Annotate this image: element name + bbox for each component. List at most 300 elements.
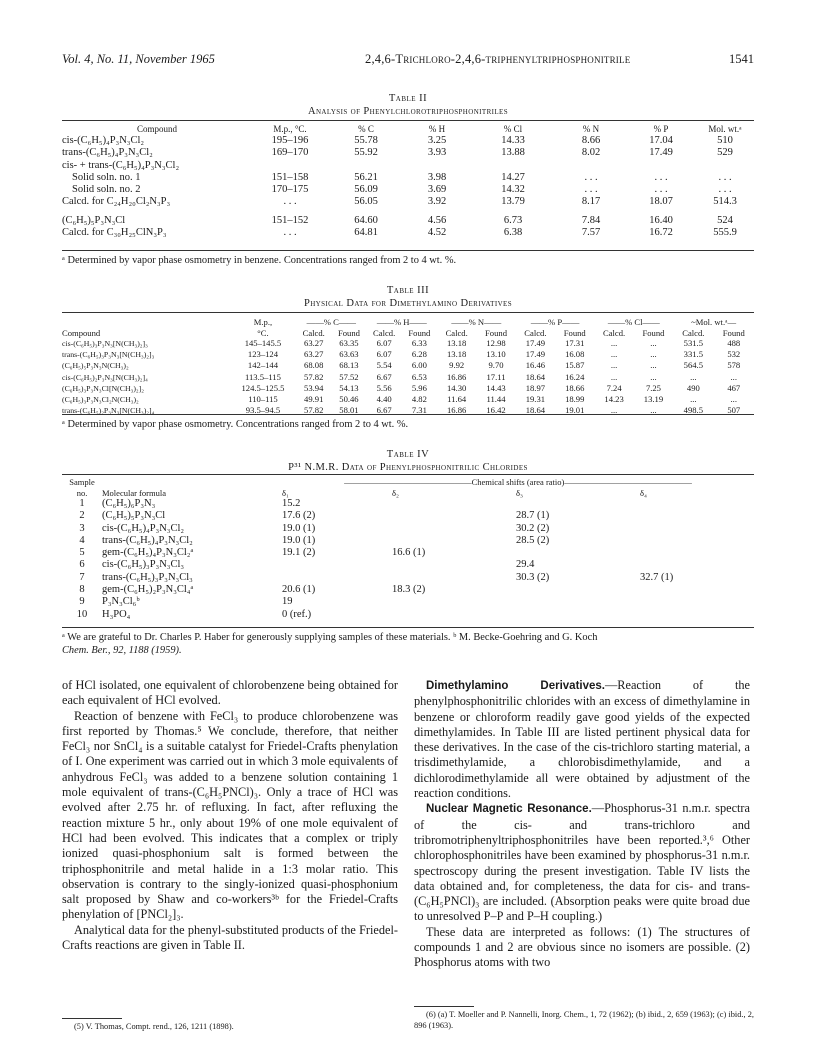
table-3-cell: 6.28: [411, 349, 427, 360]
table-4-formula: (C₆H₅)₆P₃N₃: [102, 498, 156, 509]
table-2-row: [62, 184, 754, 196]
table-2-compound-cell: Solid soln. no. 1: [72, 171, 141, 183]
table-2-cell: . . .: [718, 184, 732, 196]
table-2-cell: 14.32: [501, 184, 525, 196]
table-4-shift: [516, 609, 640, 621]
table-3-cell: 564.5: [683, 360, 703, 371]
table-2-header-cell: Compound: [136, 123, 177, 134]
table-3-cell: 18.66: [565, 382, 585, 393]
table-3-title: Physical Data for Dimethylamino Derivatives: [303, 298, 513, 309]
table-4-shift: [640, 510, 754, 522]
table-3-cell: 467: [727, 382, 741, 393]
table-3-row: [62, 360, 754, 371]
table-3-cell: ...: [650, 338, 657, 348]
table-3-cell: 490: [686, 382, 700, 393]
table-4-shift: 28.7 (1): [516, 510, 550, 522]
table-3-cell: 6.53: [411, 371, 427, 382]
table-2-number: Table II: [388, 93, 428, 104]
table-3-cell: ...: [650, 360, 657, 371]
table-3-cell: ...: [730, 371, 737, 382]
table-3-compound-cell: trans-(C₆H₅)₃P₃N₃[N(CH₃)₂]₃: [62, 350, 155, 360]
table-4-title: P³¹ N.M.R. Data of Phenylphosphonitrilic Chlorides: [288, 462, 528, 473]
table-4-shift: [282, 559, 392, 571]
table-2-cell: . . .: [283, 227, 297, 239]
table-2-cell: 3.93: [427, 147, 447, 159]
table-3-cell: 4.40: [376, 394, 392, 405]
table-4-sample-no: 1: [79, 498, 85, 509]
left-footnote: (5) V. Thomas, Compt. rend., 126, 1211 (1898).: [74, 1022, 234, 1031]
table-2-header-cell: % H: [428, 123, 446, 134]
table-2-cell: 6.38: [503, 227, 523, 239]
table-4-formula: gem-(C₆H₅)₂P₃N₃Cl₄ᵃ: [102, 584, 194, 596]
table-4-row: [62, 609, 754, 621]
table-4-shift: 30.2 (2): [516, 522, 550, 534]
table-4-shift: [392, 609, 516, 621]
table-3-cell: 5.56: [376, 382, 392, 393]
table-3-cell: 331.5: [683, 349, 703, 360]
table-3-cell: 12.98: [486, 338, 506, 348]
table-3-cell: 50.46: [339, 394, 359, 405]
table-3-group-header: ——% N——: [451, 316, 502, 327]
table-2-header-cell: % N: [582, 123, 600, 134]
table-3-cell: 113.5–115: [245, 371, 281, 382]
table-4-shift: [392, 596, 516, 608]
table-2-row: [62, 172, 754, 184]
table-4-caption: [62, 448, 754, 474]
table-2-row: [62, 196, 754, 208]
table-3-cell: 17.11: [486, 371, 506, 382]
table-2-cell: . . .: [283, 196, 297, 208]
table-3-group-header: ——% Cl——: [607, 316, 660, 327]
footnote-rule: [414, 1006, 474, 1007]
table-4-shift: 0 (ref.): [282, 608, 312, 620]
table-2-cell: . . .: [584, 171, 598, 183]
table-4-shift: 30.3 (2): [516, 571, 550, 583]
table-3-cell: 4.82: [411, 394, 427, 405]
table-3-cell: 531.5: [683, 338, 703, 348]
table-3-cell: ...: [610, 338, 618, 348]
table-2-top-rule: [62, 120, 754, 121]
table-4-shift: [640, 498, 754, 510]
table-3-sub-header: Calcd.: [302, 327, 325, 338]
table-2-cell: . . .: [654, 184, 668, 196]
table-3-cell: 18.64: [525, 405, 546, 416]
table-3-sub-header: Calcd.: [445, 327, 468, 338]
table-3-cell: 6.07: [376, 338, 392, 348]
table-2-cell: 151–158: [271, 171, 309, 183]
table-2-cell: 56.21: [354, 171, 378, 183]
table-2-row: [62, 227, 754, 239]
table-2-compound-cell: cis- + trans-(C₆H₅)₄P₃N₃Cl₂: [62, 159, 180, 171]
table-2-cell: 14.27: [501, 171, 525, 183]
table-2-cell: [626, 160, 696, 172]
table-4-formula-header: Molecular formula: [102, 487, 166, 498]
table-3-cell: 6.67: [376, 405, 392, 416]
table-2-cell: 17.04: [649, 135, 673, 146]
table-4-sample-no: 4: [79, 534, 85, 546]
table-4-shift: [640, 523, 754, 535]
table-4-shift: [392, 510, 516, 522]
table-4-shift: 29.4: [516, 559, 535, 571]
table-3-top-rule: [62, 312, 754, 313]
table-3-cell: 58.01: [339, 405, 359, 416]
table-4-bottom-rule: [62, 627, 754, 628]
table-4-sample-no: 8: [79, 584, 85, 596]
running-header: [62, 52, 754, 70]
table-3-group-header-row: [62, 316, 754, 327]
table-4-formula: H₃PO₄: [102, 608, 131, 620]
table-3-cell: 532: [727, 349, 741, 360]
table-3-cell: 7.25: [645, 382, 661, 393]
table-4-shift: [640, 609, 754, 621]
table-3-compound-cell: (C₆H₅)₅P₃N₃N(CH₃)₂: [62, 361, 129, 371]
section-heading: Nuclear Magnetic Resonance.: [426, 803, 592, 816]
table-2-cell: 8.02: [581, 147, 601, 159]
table-3-group-header: ——% H——: [376, 316, 427, 327]
table-4-formula: gem-(C₆H₅)₄P₃N₃Cl₂ᵃ: [102, 547, 194, 559]
table-4-shift: [640, 584, 754, 596]
table-4-row: [62, 572, 754, 584]
table-2-compound-cell: Solid soln. no. 2: [72, 184, 141, 196]
table-2-cell: 170–175: [271, 184, 309, 196]
table-3-cell: ...: [610, 371, 618, 382]
table-3-cell: 13.18: [446, 338, 467, 348]
table-2-cell: 56.05: [354, 196, 378, 208]
table-2-cell: 64.60: [354, 214, 378, 226]
table-4-footnote-line: ᵃ We are grateful to Dr. Charles P. Haber for generously supplying samples of these materials. ᵇ M. Becke-Goehring and G. Koch: [62, 632, 598, 643]
table-4-shift: [640, 559, 754, 571]
table-4: [62, 476, 754, 621]
table-3-cell: ...: [650, 371, 657, 382]
table-4-shift: [516, 498, 640, 510]
table-4-shift-col-header: δ₃: [516, 487, 523, 498]
table-3-cell: 53.94: [304, 382, 324, 393]
table-2-compound-cell: trans-(C₆H₅)₄P₃N₃Cl₂: [62, 147, 153, 159]
table-2-cell: . . .: [584, 184, 598, 196]
table-4-row: [62, 510, 754, 522]
table-3-cell: 16.86: [446, 405, 467, 416]
table-3-cell: 63.35: [339, 338, 359, 348]
table-2-compound-cell: Calcd. for C₃₀H₂₅ClN₃P₃: [62, 227, 167, 239]
table-2-cell: 555.9: [713, 227, 737, 239]
table-2-cell: 14.33: [501, 135, 525, 146]
table-2-cell: 151–152: [271, 214, 309, 226]
table-3-cell: ...: [650, 405, 657, 416]
table-2-cell: 510: [717, 135, 733, 146]
table-4-shift: [640, 596, 754, 608]
table-2-cell: 514.3: [713, 196, 737, 208]
table-3-row: [62, 349, 754, 360]
table-4-formula: trans-(C₆H₅)₄P₃N₃Cl₂: [102, 534, 193, 546]
table-4-no-header: no.: [76, 487, 88, 498]
table-4-shift: 20.6 (1): [282, 584, 316, 596]
table-4-row: [62, 559, 754, 571]
table-2-compound-cell: (C₆H₅)₅P₃N₃Cl: [62, 214, 126, 226]
paragraph: These data are interpreted as follows: (1) The structures of compounds 1 and 2 are obvious since no isomers are possible. (2) Phosphorus atoms with two: [414, 924, 750, 970]
table-3-cell: 14.43: [486, 382, 506, 393]
table-4-sample-no: 3: [79, 522, 85, 534]
table-2-compound-cell: cis-(C₆H₅)₄P₃N₃Cl₂: [62, 135, 145, 146]
table-3-cell: 19.31: [525, 394, 546, 405]
table-3-cell: 6.33: [411, 338, 427, 348]
table-3-caption: [62, 284, 754, 310]
table-3-cell: 11.64: [447, 394, 467, 405]
table-3-cell: 7.24: [606, 382, 622, 393]
table-2-header-cell: % P: [653, 123, 669, 134]
table-3-cell: 57.82: [304, 371, 324, 382]
table-2-cell: [404, 160, 470, 172]
table-3-bottom-rule: [62, 414, 754, 415]
table-2-footnote: ᵃ Determined by vapor phase osmometry in benzene. Concentrations ranged from 2 to 4 wt. %.: [62, 255, 457, 266]
table-3-row: [62, 372, 754, 383]
table-3-cell: 110–115: [248, 394, 278, 405]
paragraph: Dimethylamino Derivatives.—Reaction of the phenylphosphonitrilic chlorides with an excess of dimethylamine in benzene or chloroform readily gave good yields of the expected dimethylamides. In Table III are listed pertinent physical data for these derivatives. In the case of the cis-trichloro starting material, a trisdimethylamide, a chlorobisdimethylamide, and a dichlorodimethylamide all were obtained by adjustment of the reaction conditions.: [414, 678, 751, 801]
table-4-header-row-2: [62, 487, 754, 498]
table-3-cell: 9.70: [488, 360, 504, 371]
table-3-cell: 6.07: [376, 349, 392, 360]
table-4-shift-col-header: δ₁: [282, 487, 289, 498]
table-3-number: Table III: [386, 285, 430, 296]
table-3-cell: 14.30: [446, 382, 467, 393]
table-4-header-row-1: [62, 476, 754, 487]
table-3-cell: 13.10: [486, 349, 506, 360]
table-2-caption: [62, 92, 754, 118]
table-3-cell: 488: [727, 338, 741, 348]
table-3-cell: 16.24: [565, 371, 585, 382]
table-2-cell: 8.17: [581, 196, 601, 208]
table-3-group-header: ——% P——: [530, 316, 580, 327]
table-3-cell: ...: [690, 394, 697, 405]
table-3-sub-header: Found: [642, 327, 665, 338]
table-4-formula: cis-(C₆H₅)₄P₃N₃Cl₂: [102, 522, 185, 534]
right-footnote: (6) (a) T. Moeller and P. Nannelli, Inorg. Chem., 1, 72 (1962); (b) ibid., 2, 659 (1963); (c) ibid., 2, 896 (1963).: [414, 1010, 754, 1030]
section-heading: Dimethylamino Derivatives.: [426, 680, 605, 692]
table-4-row: [62, 547, 754, 559]
table-4-sample-header: Sample: [69, 476, 95, 487]
table-4-row: [62, 498, 754, 510]
table-2-cell: 16.40: [649, 214, 673, 226]
table-4-footnote: [62, 631, 754, 657]
table-3-cell: 18.99: [565, 394, 585, 405]
paragraph: Analytical data for the phenyl-substituted products of the Friedel-Crafts reactions are given in Table II.: [62, 922, 398, 953]
table-2-cell: 3.98: [427, 171, 447, 183]
table-3-sub-header: Calcd.: [524, 327, 547, 338]
table-4-shift: 16.6 (1): [392, 547, 426, 559]
table-3-compound-cell: trans-(C₆H₅)₂P₃N₃[N(CH₃)₂]₄: [62, 406, 155, 416]
table-3-cell: ...: [730, 394, 737, 405]
table-3-cell: 11.44: [486, 394, 506, 405]
table-2-cell: 4.52: [427, 227, 447, 239]
table-3-cell: 124.5–125.5: [241, 382, 285, 393]
table-2-row: [62, 147, 754, 159]
table-4-sample-no: 10: [76, 608, 88, 620]
table-2-bottom-rule: [62, 250, 754, 251]
table-3-cell: 17.49: [525, 338, 546, 348]
paragraph: Nuclear Magnetic Resonance.—Phosphorus-31 n.m.r. spectra of the cis- and trans-trichloro and tribromotriphenyltriphosphonitriles have been reported.³,⁶ Other chlorophosphonitriles have been examined by phosphorus-31 n.m.r. spectroscopy during the present investigation. Table IV lists the data obtained and, for completeness, the data for cis- and trans-(C₆H₅PNCl)₃ are included. (Absorption peaks were quite broad due to unresolved P–P and P–H coupling.): [414, 801, 750, 924]
table-3-sub-header: Calcd.: [373, 327, 396, 338]
table-3-cell: ...: [650, 349, 657, 360]
table-4-shift: [516, 584, 640, 596]
table-2-row: [62, 160, 754, 172]
table-3-cell: ...: [610, 360, 618, 371]
table-3-cell: ...: [610, 405, 618, 416]
table-3-group-header: ——% C——: [306, 316, 357, 327]
table-4-shift: 15.2: [282, 498, 301, 509]
table-3-cell: 57.52: [339, 371, 359, 382]
table-3-cell: 18.97: [525, 382, 546, 393]
table-4-formula: P₃N₃Cl₆ᵇ: [102, 596, 140, 608]
table-3-sub-header: Found: [722, 327, 745, 338]
table-2-compound-cell: Calcd. for C₂₄H₂₀Cl₂N₃P₃: [62, 196, 171, 208]
table-2-cell: 17.49: [649, 147, 673, 159]
table-4-shift: [392, 523, 516, 535]
table-2: [62, 122, 754, 239]
table-2-cell: 529: [717, 147, 733, 159]
table-3-cell: 13.19: [643, 394, 664, 405]
table-2-cell: 524: [717, 214, 733, 226]
footnote-rule: [62, 1018, 122, 1019]
table-4-shift: 19.0 (1): [282, 522, 316, 534]
table-3-cell: 63.27: [304, 338, 324, 348]
table-2-cell: 13.88: [501, 147, 525, 159]
table-3-compound-cell: (C₆H₅)₃P₃N₃Cl[N(CH₃)₂]₂: [62, 383, 144, 393]
table-3-row: [62, 394, 754, 405]
table-3-cell: 7.31: [411, 405, 427, 416]
table-4-sample-no: 5: [79, 547, 85, 559]
table-3-sub-header: Found: [408, 327, 431, 338]
table-2-row: [62, 135, 754, 147]
table-3-cell: 54.13: [339, 382, 359, 393]
table-4-row: [62, 535, 754, 547]
table-2-cell: 8.66: [581, 135, 601, 146]
table-3-compound-cell: (C₆H₅)₃P₃N₃Cl₂N(CH₃)₂: [62, 395, 139, 405]
table-2-cell: 7.57: [581, 227, 601, 239]
table-4-shift: 17.6 (2): [282, 510, 316, 522]
table-3-cell: 6.00: [411, 360, 427, 371]
table-2-cell: 55.78: [354, 135, 378, 146]
table-3-cell: 13.18: [446, 349, 467, 360]
table-3-sub-header: Found: [485, 327, 507, 338]
table-4-shift: [392, 572, 516, 584]
table-2-cell: 195–196: [271, 135, 309, 146]
table-4-row: [62, 596, 754, 608]
table-3-cell: 142–144: [247, 360, 278, 371]
table-2-cell: 56.09: [354, 184, 378, 196]
table-3-cell: 16.86: [446, 371, 467, 382]
table-3-cell: 14.23: [604, 394, 624, 405]
table-4-shift: 19.0 (1): [282, 534, 316, 546]
table-3-cell: 93.5–94.5: [245, 405, 281, 416]
table-3-row: [62, 383, 754, 394]
table-2-cell: 55.92: [354, 147, 378, 159]
table-3-sub-header: Compound: [62, 327, 101, 338]
table-3-cell: 507: [727, 405, 741, 416]
table-3-cell: 18.64: [525, 371, 546, 382]
table-3-sub-header: Calcd.: [603, 327, 626, 338]
paragraph: Reaction of benzene with FeCl₃ to produce chlorobenzene was first reported by Thomas.⁵ We conclude, therefore, that neither FeCl₃ nor SnCl₄ is a suitable catalyst for Friedel-Crafts phenylation of I. One experiment was carried out in which 3 mole equivalents of anhydrous FeCl₃ was added to a benzene solution containing 1 mole equivalent of trans-(C₆H₅PNCl)₃. Only a trace of HCl was evolved after 2.75 hr. of refluxing. In fact, after refluxing the reaction mixture 5 hr., only about 19% of one mole equivalent of HCl had been evolved. This indicates that a complex or triply ionized quasi-phosphonium salt is formed between the triphosphonitrile and metal halide in a 1:3 molar ratio. This observation is contrary to the singly-ionized quasi-phosphonium salt proposed by Shaw and co-workers³ᵇ for the Friedel-Crafts phenylation of [PNCl₂]₃.: [62, 708, 398, 922]
table-4-top-rule: [62, 474, 754, 475]
table-2-cell: 7.84: [581, 214, 601, 226]
table-3: [62, 316, 754, 416]
table-2-cell: 64.81: [354, 227, 378, 239]
table-3-group-header: M.p.,: [253, 316, 273, 327]
table-3-cell: 6.67: [376, 371, 392, 382]
table-4-shift: [392, 535, 516, 547]
table-4-shift-col-header: δ₄: [640, 487, 647, 498]
table-4-shift: [392, 498, 516, 510]
right-column: [414, 678, 750, 971]
table-2-cell: 16.72: [649, 227, 673, 239]
table-4-sample-no: 6: [79, 559, 85, 571]
table-3-sub-header: °C.: [257, 327, 269, 338]
table-2-header-cell: Mol. wt.ᵃ: [708, 123, 742, 134]
table-4-sample-no: 9: [79, 596, 85, 608]
table-4-shift: 28.5 (2): [516, 534, 550, 546]
table-4-formula: (C₆H₅)₅P₃N₃Cl: [102, 510, 166, 522]
table-3-sub-header: Calcd.: [682, 327, 705, 338]
table-3-cell: 63.63: [339, 349, 359, 360]
table-3-cell: 15.87: [565, 360, 585, 371]
table-3-sub-header: Found: [563, 327, 586, 338]
table-3-cell: 68.13: [339, 360, 359, 371]
table-2-cell: 18.07: [649, 196, 673, 208]
table-3-cell: 17.49: [525, 349, 546, 360]
table-2-header-row: [62, 122, 754, 135]
table-2-cell: [252, 160, 328, 172]
table-4-shift: 32.7 (1): [640, 571, 674, 583]
table-3-compound-cell: cis-(C₆H₅)₃P₃N₃[N(CH₃)₂]₃: [62, 339, 148, 348]
table-4-number: Table IV: [386, 449, 430, 460]
table-2-cell: . . .: [654, 171, 668, 183]
left-column: [62, 678, 398, 953]
table-3-sub-header: Found: [337, 327, 360, 338]
table-4-sample-no: 2: [79, 510, 85, 522]
table-3-cell: 9.92: [449, 360, 465, 371]
table-3-cell: 19.01: [565, 405, 585, 416]
running-title: 2,4,6-Trichloro-2,4,6-triphenyltriphosphonitrile: [365, 52, 631, 66]
table-2-header-cell: % C: [358, 123, 374, 134]
table-2-cell: 3.25: [427, 135, 447, 146]
table-2-cell: 3.92: [427, 196, 447, 208]
journal-issue: Vol. 4, No. 11, November 1965: [62, 52, 215, 66]
table-4-shift: [282, 572, 392, 584]
table-3-cell: 16.42: [486, 405, 506, 416]
table-3-cell: 498.5: [683, 405, 703, 416]
table-4-row: [62, 584, 754, 596]
page-number: 1541: [729, 52, 754, 66]
table-3-row: [62, 338, 754, 349]
table-4-shift: [640, 535, 754, 547]
table-4-shift: 19: [282, 596, 293, 608]
table-3-cell: 123–124: [247, 349, 278, 360]
table-2-cell: [696, 160, 754, 172]
table-2-header-cell: % Cl: [503, 123, 523, 134]
table-3-cell: ...: [610, 349, 618, 360]
table-3-compound-cell: cis-(C₆H₅)₂P₃N₃[N(CH₃)₂]₄: [62, 372, 148, 382]
table-4-formula: cis-(C₆H₅)₃P₃N₃Cl₃: [102, 559, 185, 571]
table-4-shift: 19.1 (2): [282, 547, 316, 559]
table-4-shift: [392, 559, 516, 571]
table-3-group-header: ~Mol. wt.ᵃ—: [691, 316, 737, 327]
table-2-cell: [556, 160, 626, 172]
table-4-row: [62, 523, 754, 535]
table-3-cell: 63.27: [304, 349, 324, 360]
table-2-row: [62, 215, 754, 227]
table-4-footnote-line: Chem. Ber., 92, 1188 (1959).: [62, 645, 182, 656]
table-2-cell: [328, 160, 404, 172]
table-4-shift: [640, 547, 754, 559]
table-3-cell: 16.46: [525, 360, 546, 371]
